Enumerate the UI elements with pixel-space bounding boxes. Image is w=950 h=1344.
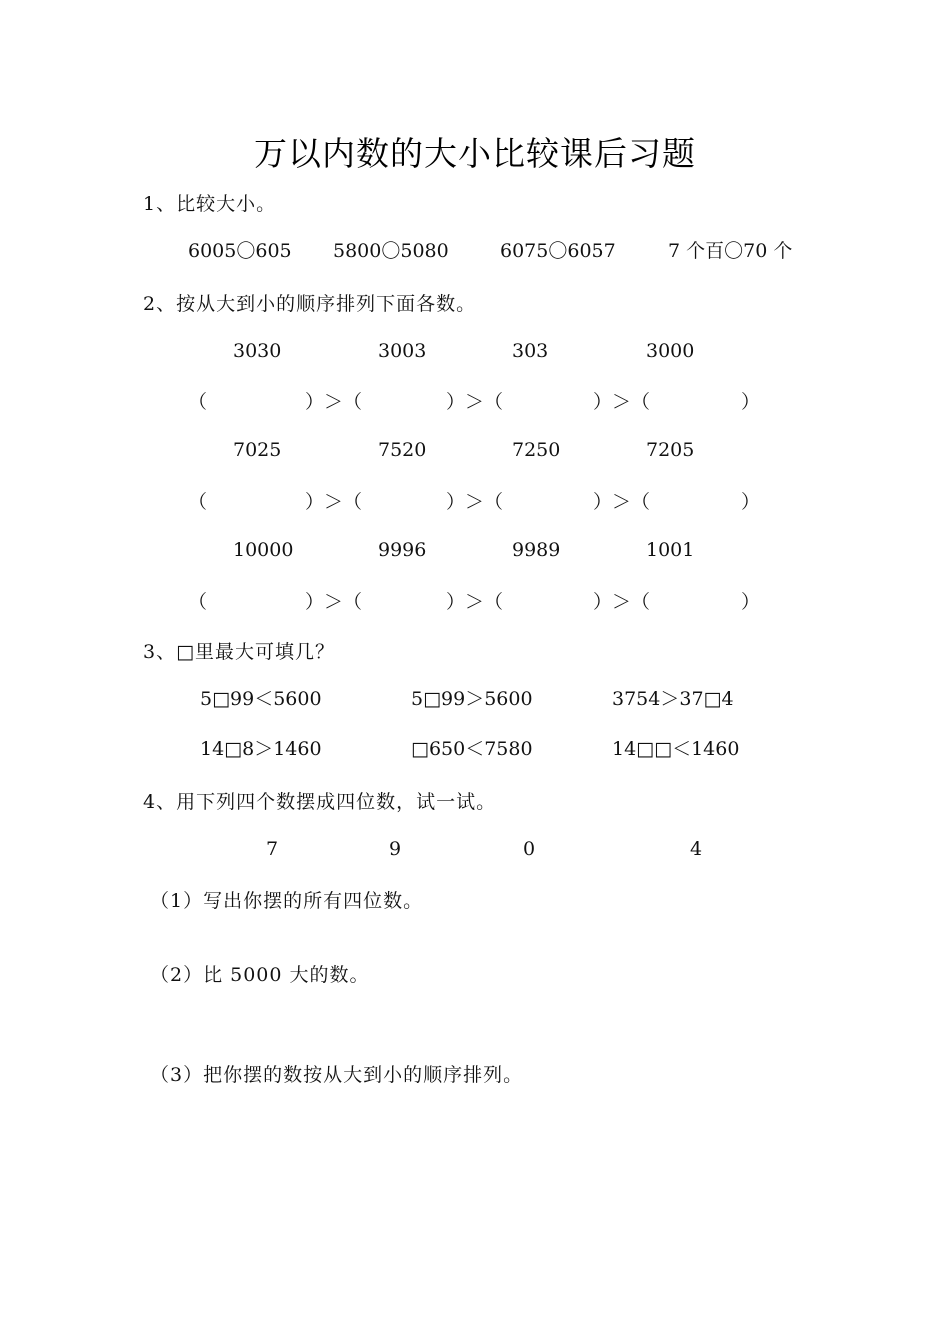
close-paren: ）	[741, 391, 761, 413]
digit-item: 9	[389, 838, 402, 860]
fill-box-item: 3754＞37□4	[612, 688, 734, 710]
number-item: 7205	[646, 439, 695, 461]
number-item: 3030	[233, 340, 282, 362]
question-1-heading: 1、比较大小。	[143, 193, 277, 215]
gt-separator: ）＞（	[446, 591, 504, 613]
fill-box-item: 5□99＜5600	[200, 688, 322, 710]
digit-item: 7	[266, 838, 279, 860]
number-item: 9996	[378, 539, 427, 561]
number-item: 3000	[646, 340, 695, 362]
question-4-heading: 4、用下列四个数摆成四位数，试一试。	[143, 791, 497, 813]
number-item: 3003	[378, 340, 427, 362]
compare-item: 6005〇605	[188, 240, 292, 262]
gt-separator: ）＞（	[446, 491, 504, 513]
number-item: 10000	[233, 539, 294, 561]
number-item: 1001	[646, 539, 695, 561]
compare-item: 6075〇6057	[500, 240, 616, 262]
sub-question-2: （2）比 5000 大的数。	[150, 964, 370, 986]
open-paren: （	[188, 491, 208, 513]
question-2-heading: 2、按从大到小的顺序排列下面各数。	[143, 293, 477, 315]
open-paren: （	[188, 591, 208, 613]
number-item: 7520	[378, 439, 427, 461]
sub-question-1: （1）写出你摆的所有四位数。	[150, 890, 424, 912]
number-item: 7025	[233, 439, 282, 461]
close-paren: ）	[741, 491, 761, 513]
gt-separator: ）＞（	[446, 391, 504, 413]
number-item: 7250	[512, 439, 561, 461]
number-item: 9989	[512, 539, 561, 561]
gt-separator: ）＞（	[305, 591, 363, 613]
digit-item: 0	[523, 838, 536, 860]
fill-box-item: 14□8＞1460	[200, 738, 322, 760]
open-paren: （	[188, 391, 208, 413]
close-paren: ）	[741, 591, 761, 613]
question-3-heading: 3、□里最大可填几？	[143, 641, 336, 663]
digit-item: 4	[690, 838, 703, 860]
sub-question-3: （3）把你摆的数按从大到小的顺序排列。	[150, 1064, 524, 1086]
gt-separator: ）＞（	[305, 491, 363, 513]
gt-separator: ）＞（	[593, 391, 651, 413]
fill-box-item: □650＜7580	[411, 738, 533, 760]
fill-box-item: 14□□＜1460	[612, 738, 740, 760]
fill-box-item: 5□99＞5600	[411, 688, 533, 710]
gt-separator: ）＞（	[593, 591, 651, 613]
page-title: 万以内数的大小比较课后习题	[254, 134, 696, 173]
compare-item: 7 个百〇70 个	[668, 240, 793, 262]
gt-separator: ）＞（	[593, 491, 651, 513]
number-item: 303	[512, 340, 549, 362]
compare-item: 5800〇5080	[333, 240, 449, 262]
gt-separator: ）＞（	[305, 391, 363, 413]
